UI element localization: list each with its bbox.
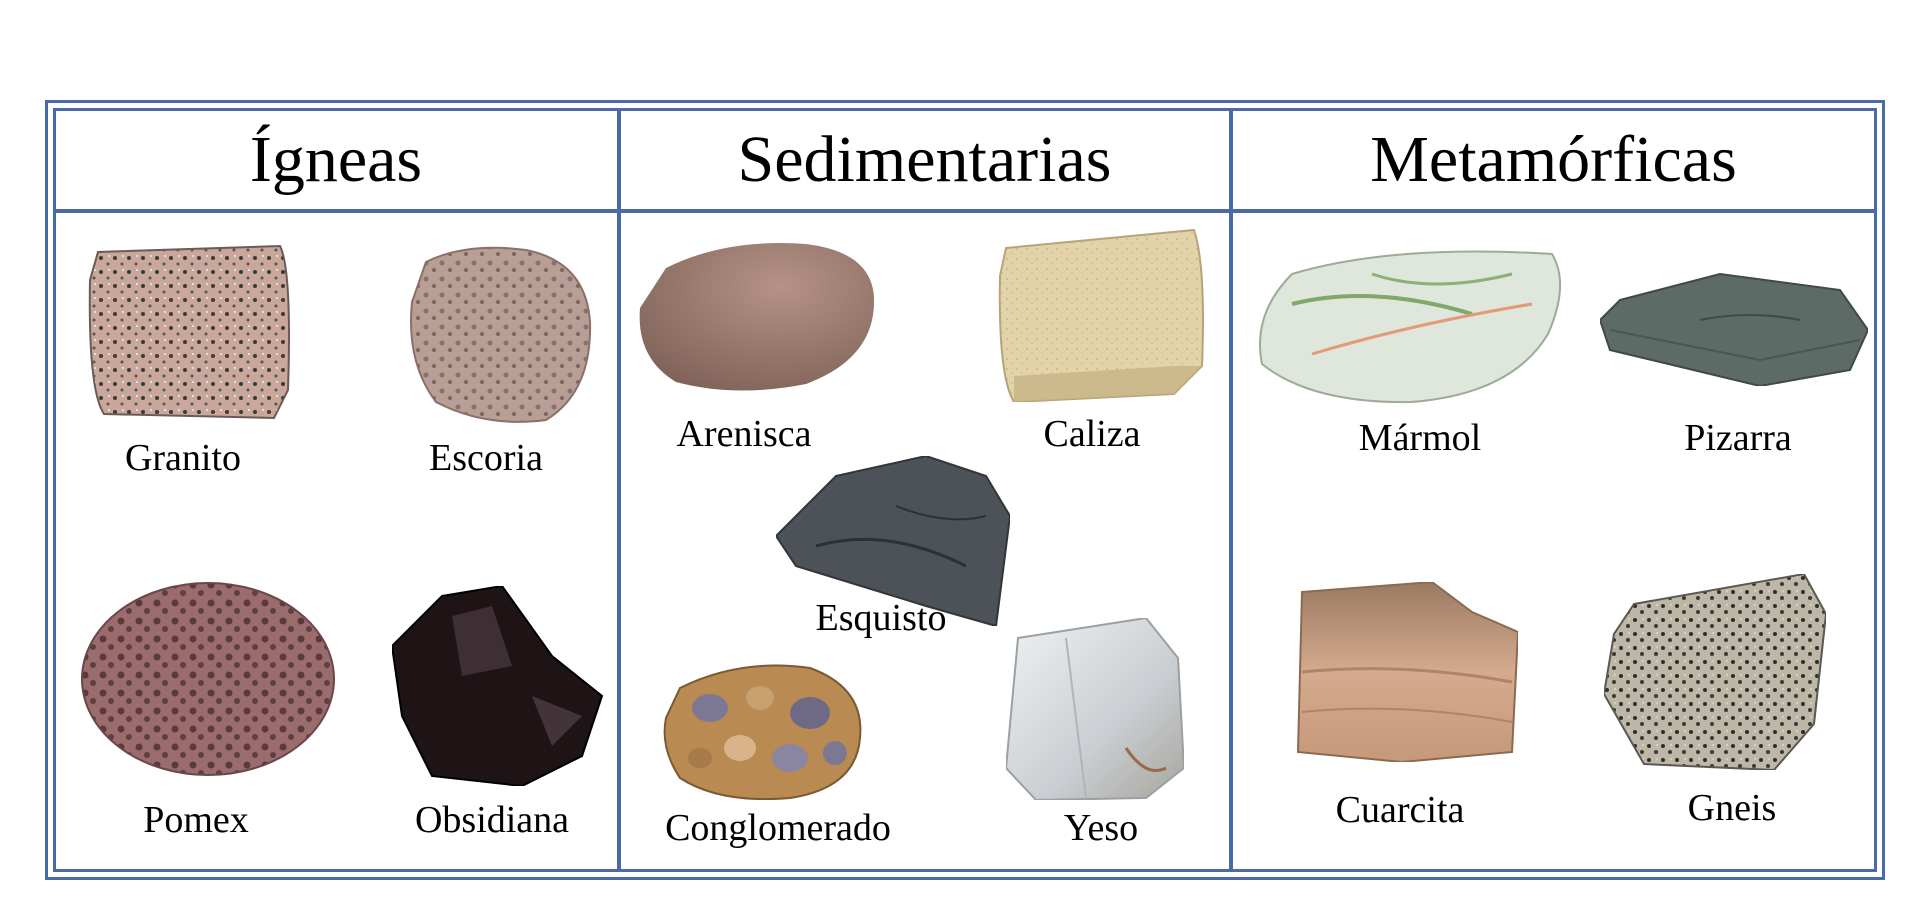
scoria-rock-icon (406, 242, 592, 424)
rock-label-caliza: Caliza (1043, 413, 1141, 455)
rock-label-yeso: Yeso (1063, 807, 1139, 849)
rock-label-arenisca: Arenisca (676, 413, 812, 455)
column-title-metamorficas: Metamórficas (1370, 123, 1737, 196)
rock-label-pizarra: Pizarra (1684, 417, 1792, 459)
granite-rock-icon (84, 240, 294, 422)
rock-label-obsidiana: Obsidiana (414, 799, 570, 841)
rock-label-esquisto: Esquisto (815, 597, 947, 639)
limestone-rock-icon (994, 226, 1208, 402)
rock-label-cuarcita: Cuarcita (1335, 789, 1465, 831)
rock-label-escoria: Escoria (429, 437, 543, 479)
rock-label-granito: Granito (124, 437, 242, 479)
rock-label-pomex: Pomex (143, 799, 249, 841)
column-title-igneas: Ígneas (249, 123, 423, 196)
quartzite-rock-icon (1292, 582, 1518, 762)
gneiss-rock-icon (1604, 574, 1826, 770)
obsidian-rock-icon (392, 586, 604, 786)
rock-label-marmol: Mármol (1358, 417, 1482, 459)
rock-label-conglomerado: Conglomerado (665, 807, 891, 849)
header-divider (53, 209, 1877, 213)
column-title-sedimentarias: Sedimentarias (737, 123, 1112, 196)
rock-label-gneis: Gneis (1687, 787, 1777, 829)
slate-rock-icon (1600, 270, 1868, 386)
sandstone-rock-icon (636, 238, 876, 396)
marble-rock-icon (1252, 244, 1570, 404)
conglomerate-rock-icon (660, 658, 868, 800)
column-divider-1 (617, 108, 621, 872)
pumice-rock-icon (80, 580, 336, 778)
gypsum-rock-icon (1006, 618, 1184, 800)
column-divider-2 (1229, 108, 1233, 872)
